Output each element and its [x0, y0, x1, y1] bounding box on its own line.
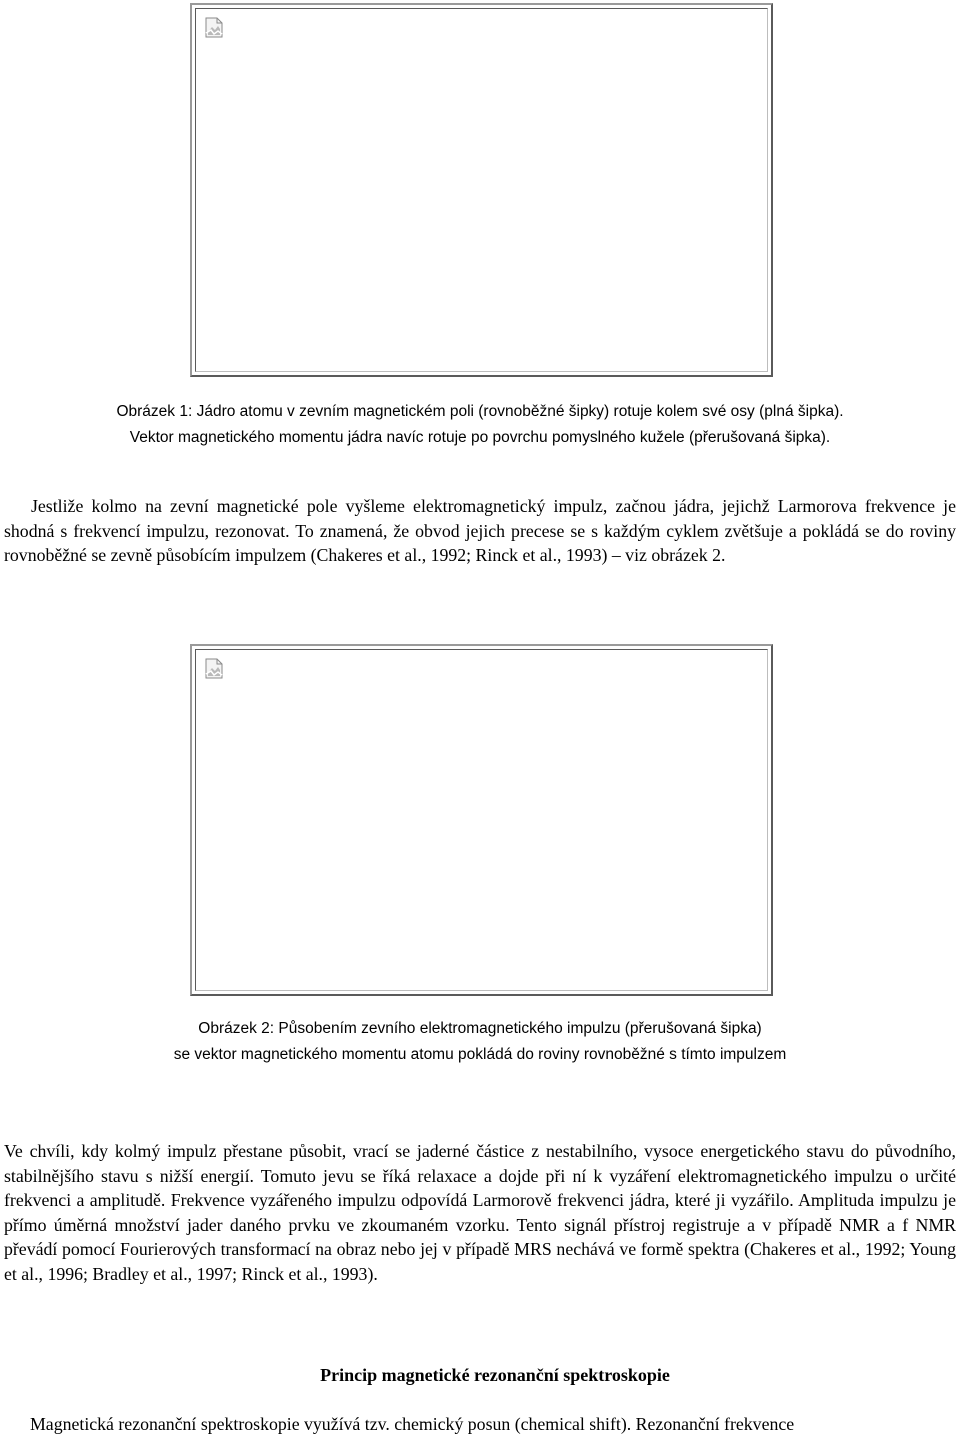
- figure-1-placeholder: [190, 3, 773, 377]
- figure-2-frame: [195, 649, 768, 991]
- figure-1-caption: [0, 399, 960, 451]
- paragraph-spectroscopy: Magnetická rezonanční spektroskopie využívá tzv. chemický posun (chemical shift). Rezonanční frekvence: [30, 1414, 795, 1434]
- broken-image-icon: [204, 658, 226, 680]
- figure-1-caption-line-2: Vektor magnetického momentu jádra navíc rotuje po povrchu pomyslného kužele (přerušovaná šipka).: [129, 429, 831, 446]
- section-heading: Princip magnetické rezonanční spektroskopie: [320, 1365, 670, 1385]
- figure-2-placeholder: [190, 644, 773, 996]
- figure-1-frame: [195, 8, 768, 372]
- paragraph-relaxation: Ve chvíli, kdy kolmý impulz přestane působit, vrací se jaderné částice z nestabilního, vysoce energetického stavu do původního, stabilnějšího stavu s nižší energií. Tomuto jevu se říká relaxace a dojde při ní k vyzáření elektromagnetického impulzu o určité frekvenci a amplitudě. Frekvence vyzářeného impulzu odpovídá Larmorově frekvenci jádra, které ji vyzářilo. Amplituda impulzu je přímo úměrná množství jader daného prvku ve zkoumaném vzorku. Tento signál přístroj registruje a v případě NMR a f NMR převádí pomocí Fourierových transformací na obraz nebo jej v případě MRS nechává ve formě spektra (Chakeres et al., 1992; Young et al., 1996; Bradley et al., 1997; Rinck et al., 1993).: [4, 1141, 956, 1284]
- figure-1-caption-line-1: Obrázek 1: Jádro atomu v zevním magnetickém poli (rovnoběžné šipky) rotuje kolem své osy (plná šipka).: [116, 403, 844, 420]
- figure-2-caption-line-1: Obrázek 2: Působením zevního elektromagnetického impulzu (přerušovaná šipka): [198, 1020, 762, 1037]
- broken-image-icon: [204, 17, 226, 39]
- paragraph-resonance: Jestliže kolmo na zevní magnetické pole vyšleme elektromagnetický impulz, začnou jádra, jejichž Larmorova frekvence je shodná s frekvencí impulzu, rezonovat. To znamená, že obvod jejich precese se s každým cyklem zvětšuje a pokládá se do roviny rovnoběžné se zevně působícím impulzem (Chakeres et al., 1992; Rinck et al., 1993) – viz obrázek 2.: [4, 496, 956, 566]
- figure-2-caption-line-2: se vektor magnetického momentu atomu pokládá do roviny rovnoběžné s tímto impulzem: [173, 1046, 787, 1063]
- figure-2-caption: [0, 1016, 960, 1068]
